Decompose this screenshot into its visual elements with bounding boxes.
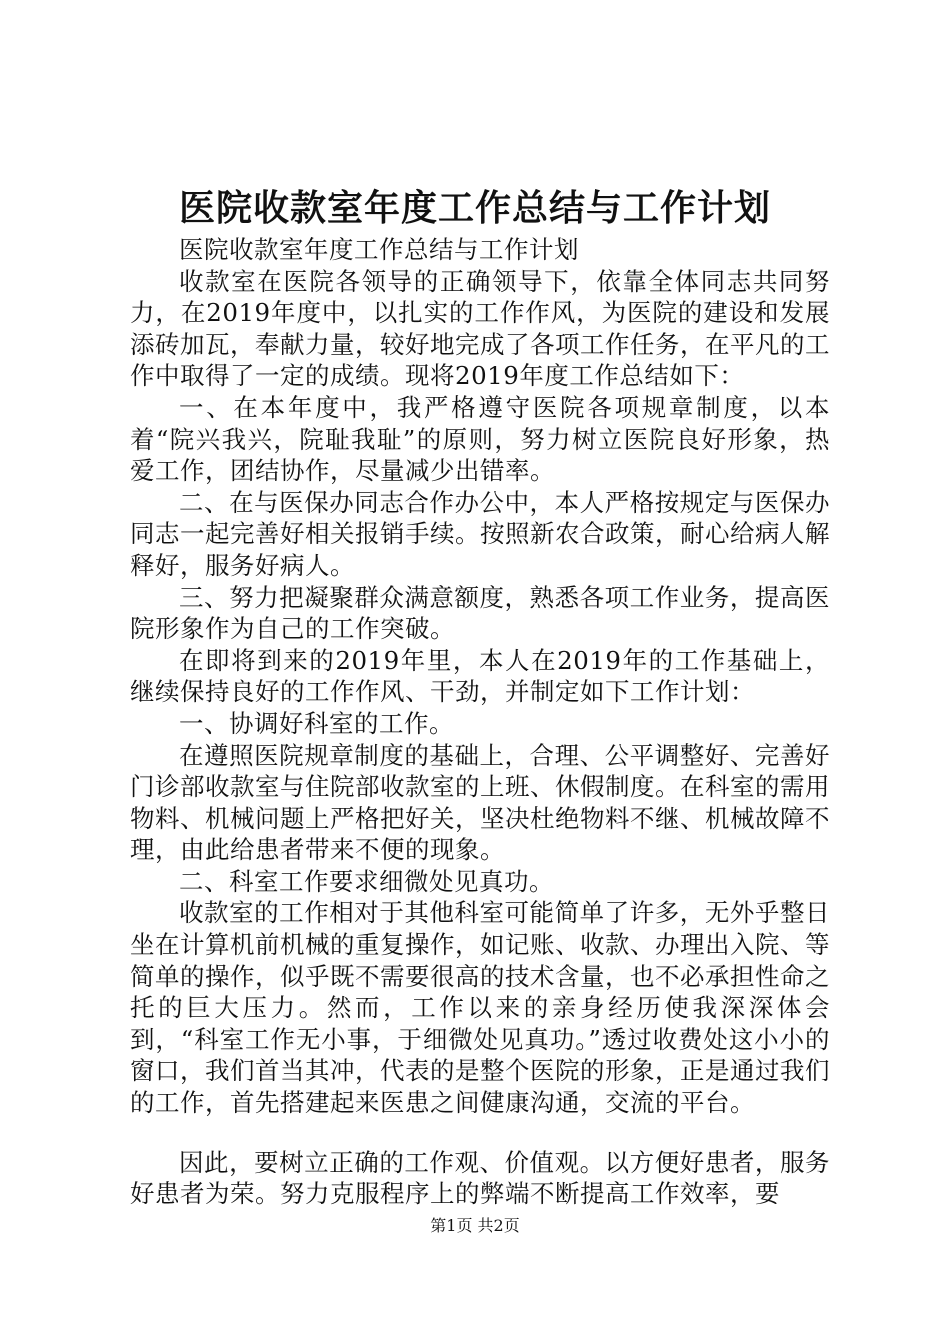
paragraph-plan-1: 在遵照医院规章制度的基础上，合理、公平调整好、完善好门诊部收款室与住院部收款室的上班、休假制度。在科室的需用物料、机械问题上严格把好关，坚决杜绝物料不继、机械故障不理，由此给患者带来不便的现象。 bbox=[130, 740, 830, 865]
paragraph-plan-heading-1: 一、协调好科室的工作。 bbox=[179, 708, 454, 738]
paragraph-intro: 收款室在医院各领导的正确领导下，依靠全体同志共同努力，在2019年度中，以扎实的工作作风，为医院的建设和发展添砖加瓦，奉献力量，较好地完成了各项工作任务，在平凡的工作中取得了一定的成绩。现将2019年度工作总结如下： bbox=[130, 266, 830, 391]
page-footer: 第1页 共2页 bbox=[430, 1216, 520, 1235]
document-body bbox=[130, 234, 830, 1210]
paragraph-subtitle: 医院收款室年度工作总结与工作计划 bbox=[179, 235, 579, 264]
paragraph-plan-2: 收款室的工作相对于其他科室可能简单了许多，无外乎整日坐在计算机前机械的重复操作，如记账、收款、办理出入院、等简单的操作，似乎既不需要很高的技术含量，也不必承担性命之托的巨大压力。然而，工作以来的亲身经历使我深深体会到，“科室工作无小事，于细微处见真功。”透过收费处这小小的窗口，我们首当其冲，代表的是整个医院的形象，正是通过我们的工作，首先搭建起来医患之间健康沟通，交流的平台。 bbox=[130, 898, 830, 1118]
paragraph-item-2: 二、在与医保办同志合作办公中，本人严格按规定与医保办同志一起完善好相关报销手续。按照新农合政策，耐心给病人解释好，服务好病人。 bbox=[130, 487, 830, 580]
paragraph-item-1: 一、在本年度中，我严格遵守医院各项规章制度，以本着“院兴我兴，院耻我耻”的原则，努力树立医院良好形象，热爱工作，团结协作，尽量减少出错率。 bbox=[130, 392, 830, 486]
paragraph-conclusion: 因此，要树立正确的工作观、价值观。以方便好患者，服务好患者为荣。努力克服程序上的弊端不断提高工作效率，要 bbox=[130, 1147, 830, 1209]
paragraph-plan-intro: 在即将到来的2019年里，本人在2019年的工作基础上，继续保持良好的工作作风、干劲，并制定如下工作计划： bbox=[130, 645, 830, 707]
paragraph-plan-heading-2: 二、科室工作要求细微处见真功。 bbox=[179, 866, 554, 896]
page-title: 医院收款室年度工作总结与工作计划 bbox=[178, 187, 771, 229]
paragraph-item-3: 三、努力把凝聚群众满意额度，熟悉各项工作业务，提高医院形象作为自己的工作突破。 bbox=[130, 582, 830, 644]
